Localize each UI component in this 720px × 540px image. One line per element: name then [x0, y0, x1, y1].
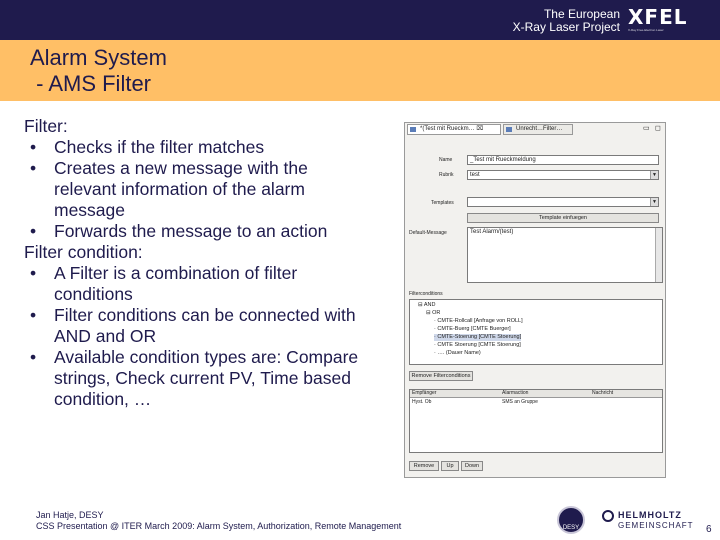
condition-bullet: [24, 305, 372, 347]
default-message-textarea[interactable]: [467, 227, 663, 283]
filter-bullet-text: Checks if the filter matches: [54, 137, 265, 157]
condition-bullet-text: A Filter is a combination of filter conditions: [54, 263, 298, 304]
filter-editor-screenshot: [404, 122, 666, 478]
helmholtz-line-1: HELMHOLTZ: [618, 510, 682, 520]
templates-label: Templates: [431, 200, 454, 206]
filter-bullet-text: Forwards the message to an action: [54, 221, 328, 241]
scrollbar[interactable]: [655, 228, 662, 282]
page-number: 6: [706, 524, 712, 535]
name-label: Name: [439, 157, 453, 163]
xfel-logo: [628, 6, 692, 36]
actions-grid[interactable]: [409, 389, 663, 453]
condition-heading: Filter condition:: [24, 242, 143, 262]
tab-label: *(Test mit Rueckm… ⌧: [420, 126, 484, 132]
slide-title-line-2: - AMS Filter: [30, 71, 152, 96]
default-message-label: Default-Message: [409, 230, 447, 236]
filter-bullet-text: Creates a new message with the relevant information of the alarm message: [54, 158, 308, 220]
default-message-value: Test Alarm/(test): [470, 229, 514, 235]
condition-bullet: [24, 263, 372, 305]
rubrik-value: test: [470, 172, 480, 178]
remove-button[interactable]: Remove: [409, 461, 439, 471]
tree-node[interactable]: · …. (Dauer Name): [434, 350, 481, 356]
chevron-down-icon[interactable]: ▼: [650, 198, 658, 206]
tree-node[interactable]: · CMTE-Rollcall [Anfrage von ROLL]: [434, 318, 523, 324]
maximize-icon[interactable]: ◻: [655, 125, 661, 132]
grid-column-header[interactable]: Nachricht: [592, 390, 614, 396]
grid-cell[interactable]: Hyst. Ob: [412, 399, 432, 405]
condition-tree[interactable]: [409, 299, 663, 365]
xfel-logo-subtitle: X-Ray Free-Electron Laser: [628, 28, 664, 32]
remove-filterconditions-button[interactable]: Remove Filterconditions: [409, 371, 473, 381]
footer-author: Jan Hatje, DESY: [36, 510, 104, 520]
condition-bullet-text: Available condition types are: Compare strings, Check current PV, Time based condition, …: [54, 347, 359, 409]
bullet-dot: •: [30, 137, 37, 157]
grid-cell[interactable]: SMS an Gruppe: [502, 399, 538, 405]
footer-event: CSS Presentation @ ITER March 2009: Alarm System, Authorization, Remote Management: [36, 521, 402, 531]
slide-title-line-1: Alarm System: [30, 45, 167, 70]
templates-select[interactable]: [467, 197, 659, 207]
grid-column-header[interactable]: Empfänger: [412, 390, 437, 396]
filter-bullet: [24, 137, 372, 158]
slide-body: [24, 116, 372, 410]
desy-logo-text: DESY: [562, 525, 580, 531]
filter-icon: [506, 127, 512, 132]
slide-title: [30, 45, 167, 97]
xfel-logo-word: XFEL: [628, 5, 688, 29]
org-name: [498, 8, 620, 34]
helmholtz-logo: [602, 508, 702, 534]
rubrik-select[interactable]: [467, 170, 659, 180]
minimize-icon[interactable]: ▭: [643, 125, 650, 132]
filter-heading: Filter:: [24, 116, 68, 136]
bullet-dot: •: [30, 221, 37, 241]
down-button[interactable]: Down: [461, 461, 483, 471]
condition-bullet-text: Filter conditions can be connected with AND and OR: [54, 305, 356, 346]
filterconditions-label: Filterconditions: [409, 291, 443, 297]
tree-node[interactable]: ⊟ AND: [418, 302, 436, 308]
filter-bullet: [24, 158, 372, 221]
up-button[interactable]: Up: [441, 461, 459, 471]
header-banner: [0, 0, 720, 40]
org-line-1: The European: [543, 7, 620, 21]
tree-node[interactable]: · CMTE-Buerg [CMTE Buerger]: [434, 326, 511, 332]
helmholtz-mark-icon: [602, 510, 614, 522]
name-field[interactable]: _Test mit Rueckmeldung: [467, 155, 659, 165]
desy-logo: [557, 506, 585, 534]
tree-node[interactable]: ⊟ OR: [426, 310, 441, 316]
insert-template-button[interactable]: Template einfuegen: [467, 213, 659, 223]
tab-filter-editor[interactable]: [407, 124, 501, 135]
bullet-dot: •: [30, 305, 37, 325]
grid-header: [410, 390, 663, 398]
condition-bullet: [24, 347, 372, 410]
bullet-dot: •: [30, 347, 37, 367]
bullet-dot: •: [30, 158, 37, 178]
tree-node[interactable]: · CMTE-Stoerung [CMTE Stoerung]: [434, 334, 522, 340]
chevron-down-icon[interactable]: ▼: [650, 171, 658, 179]
tab-other-filter[interactable]: [503, 124, 573, 135]
tab-label: Unrecht…Filter…: [516, 126, 563, 132]
rubrik-label: Rubrik: [439, 172, 454, 178]
org-line-2: X-Ray Laser Project: [512, 20, 620, 34]
bullet-dot: •: [30, 263, 37, 283]
helmholtz-line-2: GEMEINSCHAFT: [618, 521, 694, 530]
tree-node[interactable]: · CMTE Stoerung [CMTE Stoerung]: [434, 342, 521, 348]
filter-bullet: [24, 221, 372, 242]
grid-column-header[interactable]: Alarmaction: [502, 390, 529, 396]
filter-icon: [410, 127, 416, 132]
